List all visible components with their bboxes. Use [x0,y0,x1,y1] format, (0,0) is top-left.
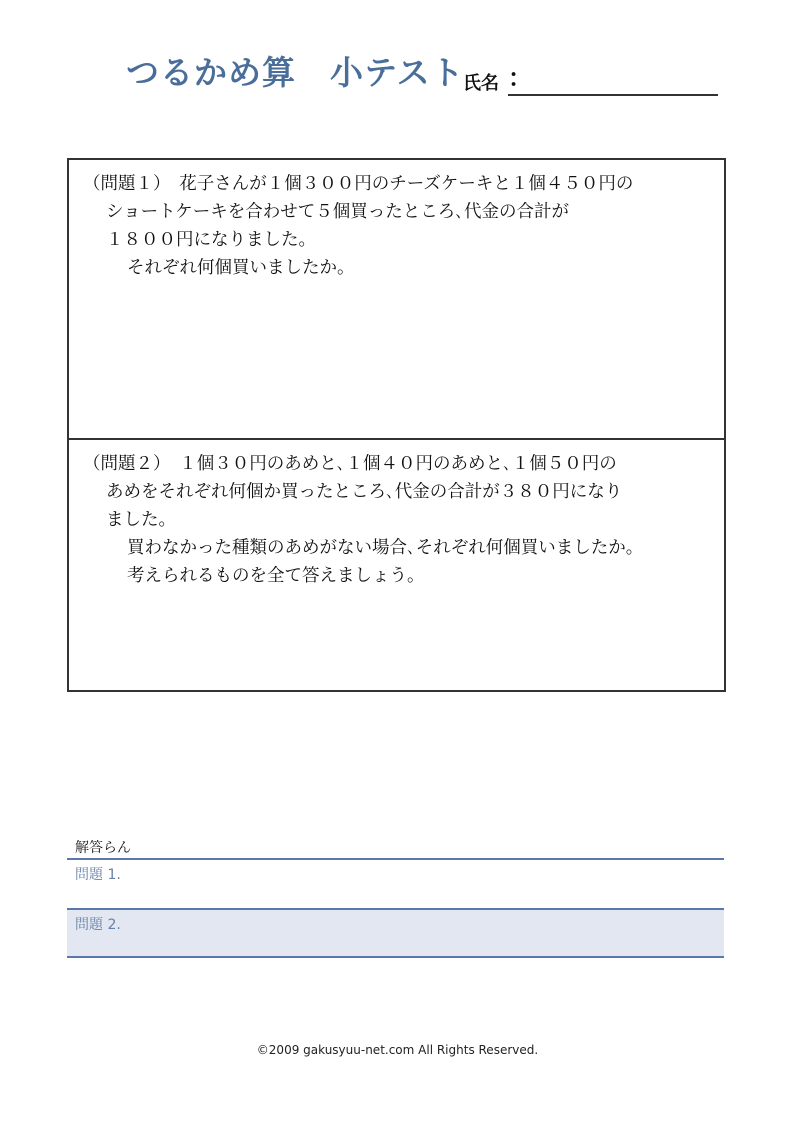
problem-2-line-2: あめをそれぞれ何個か買ったところ､代金の合計が３８０円になり [106,482,623,502]
problem-1-line-4: それぞれ何個買いましたか。 [127,258,355,278]
problem-1 [69,170,724,438]
problem-1-line-3: １８００円になりました。 [106,230,316,250]
answer-heading: 解答らん [75,840,131,856]
problem-2-line-4: 買わなかった種類のあめがない場合､それぞれ何個買いましたか。 [127,538,644,558]
answer-row-1[interactable] [67,858,724,906]
problem-1-line-2: ショートケーキを合わせて５個買ったところ､代金の合計が [106,202,570,222]
name-colon: ： [508,64,532,92]
answer-row-2[interactable] [67,908,724,958]
name-write-line[interactable] [508,94,718,96]
answer-row-2-label: 問題 2. [75,917,121,933]
copyright-footer: ©2009 gakusyuu-net.com All Rights Reserved. [256,1043,539,1057]
page-title: つるかめ算 小テスト [126,53,465,92]
problem-box [67,158,726,692]
problem-2-line-1: （問題２） １個３０円のあめと､１個４０円のあめと､１個５０円の [83,454,617,474]
problem-1-line-1: （問題１） 花子さんが１個３００円のチーズケーキと１個４５０円の [83,174,634,194]
answer-row-1-label: 問題 1. [75,867,121,883]
problem-2 [69,438,724,690]
name-label: 氏名 [463,73,499,94]
problem-2-line-3: ました。 [106,510,176,530]
problem-2-line-5: 考えられるものを全て答えましょう。 [127,566,425,586]
